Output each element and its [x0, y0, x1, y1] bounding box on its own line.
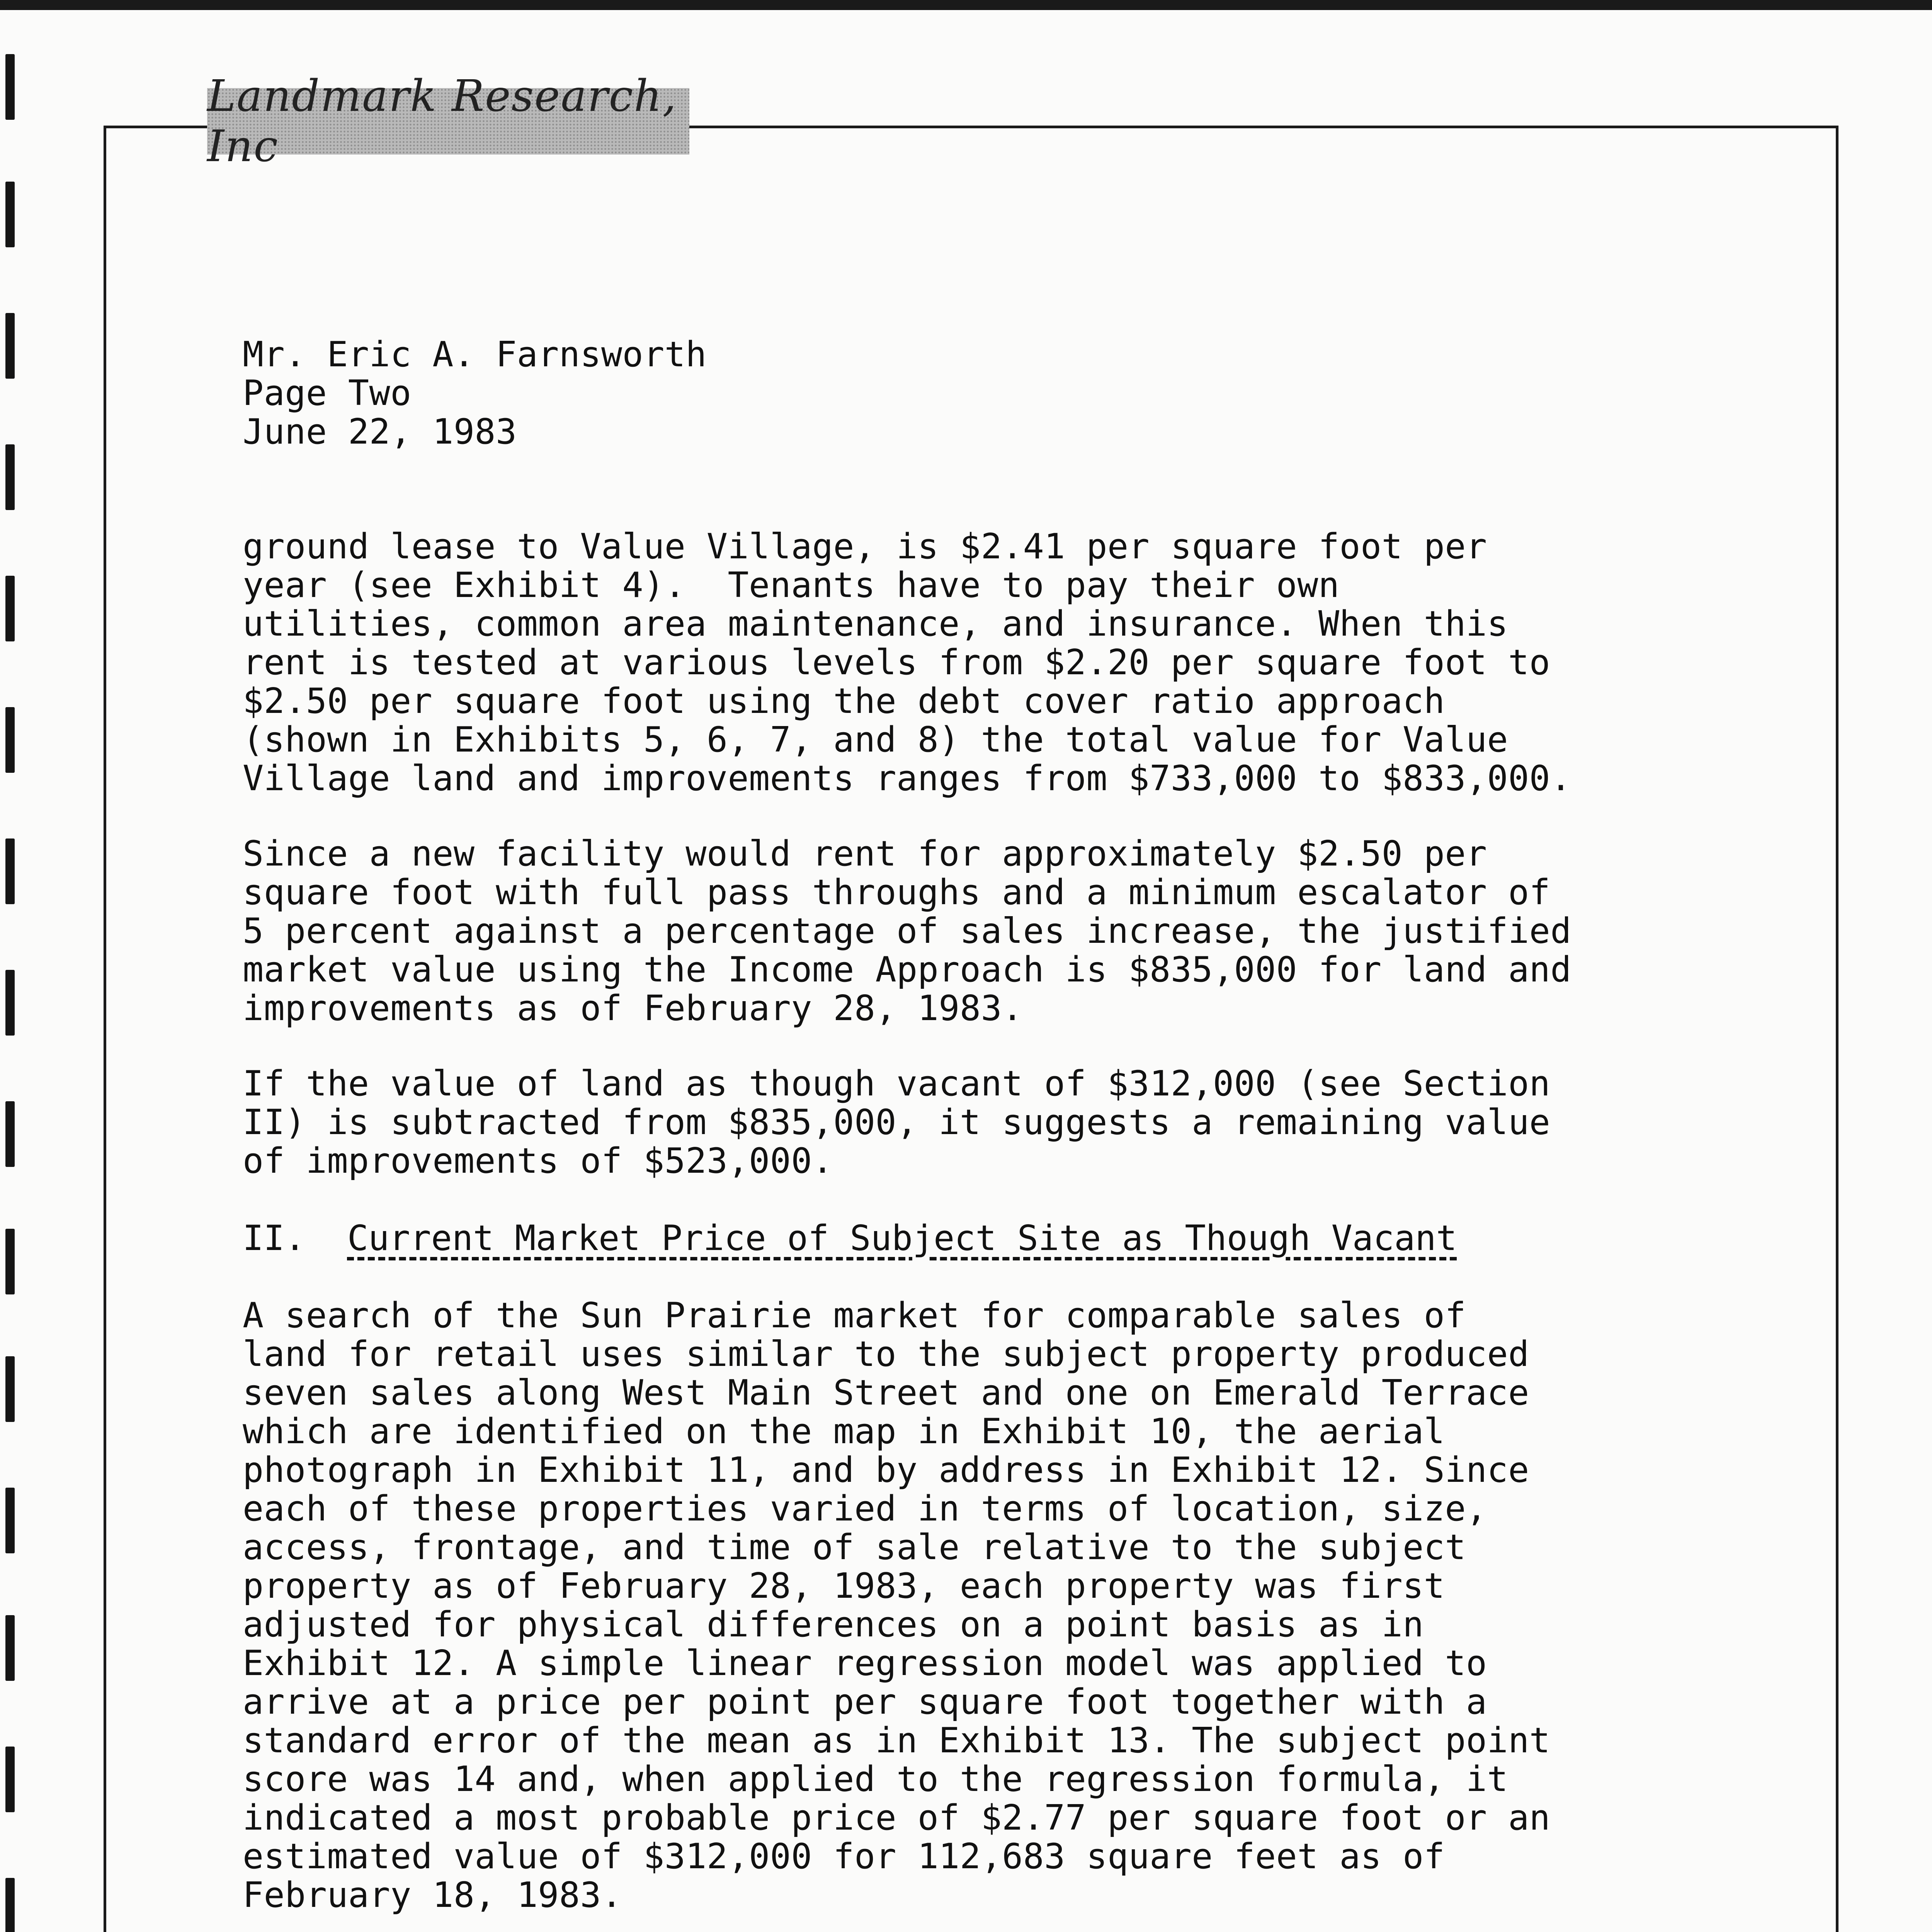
binder-mark [5, 707, 15, 773]
section-body: A search of the Sun Prairie market for comparable sales of land for retail uses similar to the subject property produced seven sales along West Main Street and one on Emerald Terrace which are identified on the map in Exhibit 10, the aerial photograph in Exhibit 11, and by address in Exhibit 12. Since each of these properties varied in terms of location, size, access, frontage, and time of sale relative to the subject property as of February 28, 1983, each property was first adjusted for physical differences on a point basis as in Exhibit 12. A simple linear regression model was applied to arrive at a price per point per square foot together with a standard error of the mean as in Exhibit 13. The subject point score was 14 and, when applied to the regression formula, it indicated a most probable price of $2.77 per square foot or an estimated value of $312,000 for 112,683 square feet as of February 18, 1983. [243, 1295, 1551, 1915]
binder-mark [5, 1356, 15, 1422]
binder-mark [5, 576, 15, 641]
binder-mark [5, 54, 15, 120]
letterhead-logo [207, 71, 689, 172]
binder-mark [5, 1878, 15, 1932]
binder-mark [5, 1101, 15, 1167]
page-label: Page Two [243, 373, 412, 413]
company-name: Landmark Research, Inc [207, 71, 677, 172]
paragraph: If the value of land as though vacant of $312,000 (see Section II) is subtracted from $835,000, it suggests a remaining value of improvements of $523,000. [243, 1063, 1551, 1181]
addressee-block [243, 335, 1788, 451]
section-number: II. [243, 1218, 306, 1259]
section-heading [243, 1219, 1457, 1258]
letter-date: June 22, 1983 [243, 412, 517, 452]
paragraph: ground lease to Value Village, is $2.41 per square foot per year (see Exhibit 4). Tenants have to pay their own utilities, common area maintenance, and insurance. When this rent is tested at various levels from $2.20 per square foot to $2.50 per square foot using the debt cover ratio approach (shown in Exhibits 5, 6, 7, and 8) the total value for Value Village land and improvements ranges from $733,000 to $833,000. [243, 526, 1571, 799]
binder-mark [5, 1488, 15, 1553]
binder-mark [5, 1747, 15, 1812]
section-title: Current Market Price of Subject Site as Though Vacant [347, 1218, 1457, 1259]
page-top-edge [0, 0, 1932, 10]
binder-mark [5, 182, 15, 247]
binder-mark [5, 1229, 15, 1294]
binder-mark [5, 444, 15, 510]
paragraph: Since a new facility would rent for approximately $2.50 per square foot with full pass throughs and a minimum escalator of 5 percent against a percentage of sales increase, the justified market value using the Income Approach is $835,000 for land and improvements as of February 28, 1983. [243, 833, 1571, 1029]
binder-mark [5, 313, 15, 379]
binder-mark [5, 838, 15, 904]
recipient-name: Mr. Eric A. Farnsworth [243, 334, 707, 375]
binder-mark [5, 1615, 15, 1681]
binder-mark [5, 970, 15, 1036]
